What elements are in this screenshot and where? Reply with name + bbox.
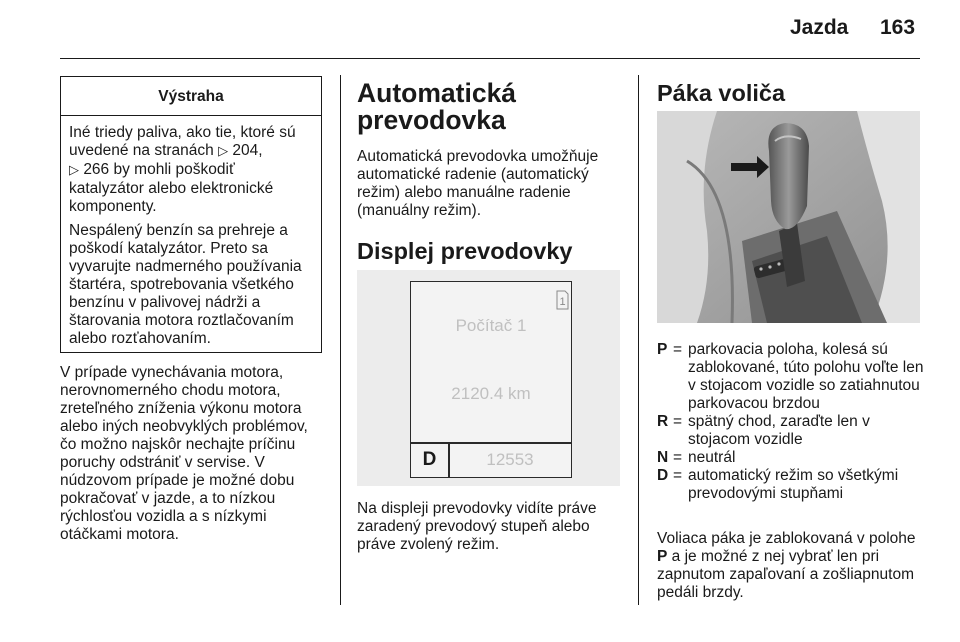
gear-indicator: D (422, 449, 437, 470)
subsection-title: Displej prevodovky (357, 238, 573, 264)
column-divider-1 (340, 75, 341, 605)
page-ref[interactable]: 266 (83, 161, 110, 178)
list-item: D = automatický režim so všetkými prevodovými stupňami (657, 467, 899, 502)
intro-text: Automatická prevodovka umožňuje automatické radenie (automatický režim) alebo manuálne radenie (manuálny režim). (357, 148, 599, 219)
page-number: 163 (880, 16, 916, 39)
svg-text:1: 1 (559, 296, 566, 308)
warning-paragraph-1: Iné triedy paliva, ako tie, ktoré sú uvedené na stranách ▷ 204, ▷ 266 by mohli poškodiť katalyzátor alebo elektronické komponenty. (69, 124, 296, 215)
trip-computer-label: Počítač 1 (455, 316, 527, 335)
warning-title: Výstraha (61, 77, 321, 116)
warning-paragraph-2: Nespálený benzín sa prehreje a poškodí katalyzátor. Preto sa vyvarujte nadmerného používania štartéra, spotrebovania všetkého benzínu v palivovej nádrži a štarovania motora roztlačovaním alebo rozťahovaním. (69, 222, 302, 347)
gear-positions-list (657, 341, 925, 503)
page-corner-icon (556, 290, 569, 310)
gear-display (410, 281, 572, 478)
warning-body (61, 116, 321, 348)
chapter-title: Jazda (790, 16, 849, 39)
odometer: 12553 (486, 450, 534, 469)
section-title: Automatická prevodovka (357, 78, 517, 135)
list-item: P = parkovacia poloha, kolesá sú zablokované, túto polohu voľte len v stojacom vozidle so zatiahnutou parkovacou brzdou (657, 341, 924, 412)
display-caption: Na displeji prevodovky vidíte práve zaradený prevodový stupeň alebo práve zvolený režim. (357, 500, 597, 553)
header-rule (60, 58, 920, 59)
column-divider-2 (638, 75, 639, 605)
trip-distance: 2120.4 km (451, 384, 531, 403)
list-item: R = spätný chod, zaraďte len v stojacom vozidle (657, 413, 870, 448)
page-ref-icon: ▷ (69, 163, 79, 178)
lever-lock-note: Voliaca páka je zablokovaná v polohe P a je možné z nej vybrať len pri zapnutom zapaľovaní a zošliapnutom pedáli brzdy. (657, 530, 916, 601)
warning-box (60, 76, 322, 353)
selector-lever-photo (657, 111, 920, 323)
selector-lever-title: Páka voliča (657, 80, 786, 106)
page-ref[interactable]: 204 (232, 142, 259, 159)
page-ref-icon: ▷ (218, 144, 229, 159)
list-item: N = neutrál (657, 449, 736, 466)
engine-malfunction-text: V prípade vynechávania motora, nerovnomerného chodu motora, zreteľného zníženia výkonu motora alebo iných neobvyklých problémov, čo možno najskôr nechajte príčinu poruchy odstrániť v servise. V núdzovom prípade je možné dobu pokračovať v jazde, a to nízkou rýchlosťou vozidla a s nízkymi otáčkami motora. (60, 364, 308, 543)
